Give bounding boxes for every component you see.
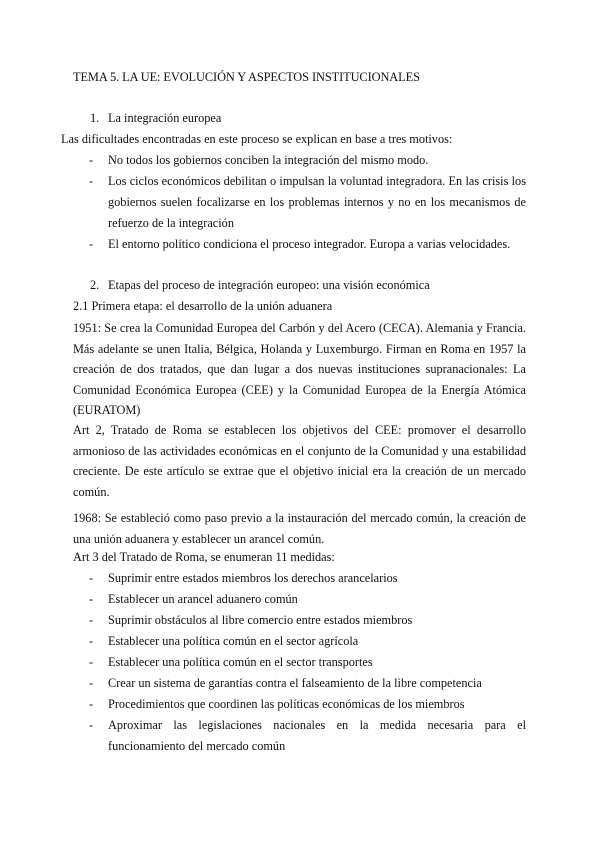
- document-title: TEMA 5. LA UE: EVOLUCIÓN Y ASPECTOS INSTITUCIONALES: [73, 70, 420, 84]
- section-1-list: [73, 108, 526, 129]
- section-1: [73, 108, 526, 129]
- motivos-list: [73, 150, 526, 255]
- section-2: [73, 275, 526, 296]
- medidas-list: [73, 568, 526, 757]
- list-item: - Suprimir entre estados miembros los derechos arancelarios: [89, 571, 398, 585]
- section-2-list: [73, 275, 526, 296]
- list-item: - Procedimientos que coordinen las políticas económicas de los miembros: [89, 697, 465, 711]
- list-item: - Establecer una política común en el sector agrícola: [89, 634, 359, 648]
- motivos-list-wrapper: [73, 150, 526, 255]
- section-1-heading: 1. La integración europea: [90, 111, 222, 125]
- paragraph-1951: 1951: Se crea la Comunidad Europea del Carbón y del Acero (CECA). Alemania y Francia. Más adelante se unen Italia, Bélgica, Holanda y Luxemburgo. Firman en Roma en 1957 la creación de dos tratados, que dan lugar a dos nuevas instituciones supranacionales: La Comunidad Económica Europea (CEE) y la Comunidad Europea de la Energía Atómica (EURATOM): [73, 321, 526, 417]
- section-2-heading: 2. Etapas del proceso de integración europeo: una visión económica: [90, 278, 430, 292]
- list-item: - No todos los gobiernos conciben la integración del mismo modo.: [89, 153, 429, 167]
- paragraph-1968: 1968: Se estableció como paso previo a la instauración del mercado común, la creación de una unión aduanera y establecer un arancel común.: [73, 511, 526, 546]
- art3-intro: Art 3 del Tratado de Roma, se enumeran 11 medidas:: [73, 550, 335, 564]
- list-item: - Aproximar las legislaciones nacionales en la medida necesaria para el funcionamiento del mercado común: [89, 718, 526, 753]
- paragraph-art2: Art 2, Tratado de Roma se establecen los objetivos del CEE: promover el desarrollo armonioso de las actividades económicas en el conjunto de la Comunidad y una estabilidad creciente. De este artículo se extrae que el objetivo inicial era la creación de un mercado común.: [73, 423, 526, 499]
- intro-text: Las dificultades encontradas en este proceso se explican en base a tres motivos:: [61, 132, 453, 146]
- list-item: - El entorno político condiciona el proceso integrador. Europa a varias velocidades.: [89, 237, 511, 251]
- list-item: - Los ciclos económicos debilitan o impulsan la voluntad integradora. En las crisis los gobiernos suelen focalizarse en los problemas internos y no en los mecanismos de refuerzo de la integración: [89, 174, 526, 230]
- list-item: - Crear un sistema de garantías contra el falseamiento de la libre competencia: [89, 676, 482, 690]
- medidas-list-wrapper: [73, 568, 526, 757]
- list-item: - Establecer una política común en el sector transportes: [89, 655, 373, 669]
- subsection-heading: 2.1 Primera etapa: el desarrollo de la unión aduanera: [73, 299, 333, 313]
- list-item: - Establecer un arancel aduanero común: [89, 592, 298, 606]
- list-item: - Suprimir obstáculos al libre comercio entre estados miembros: [89, 613, 413, 627]
